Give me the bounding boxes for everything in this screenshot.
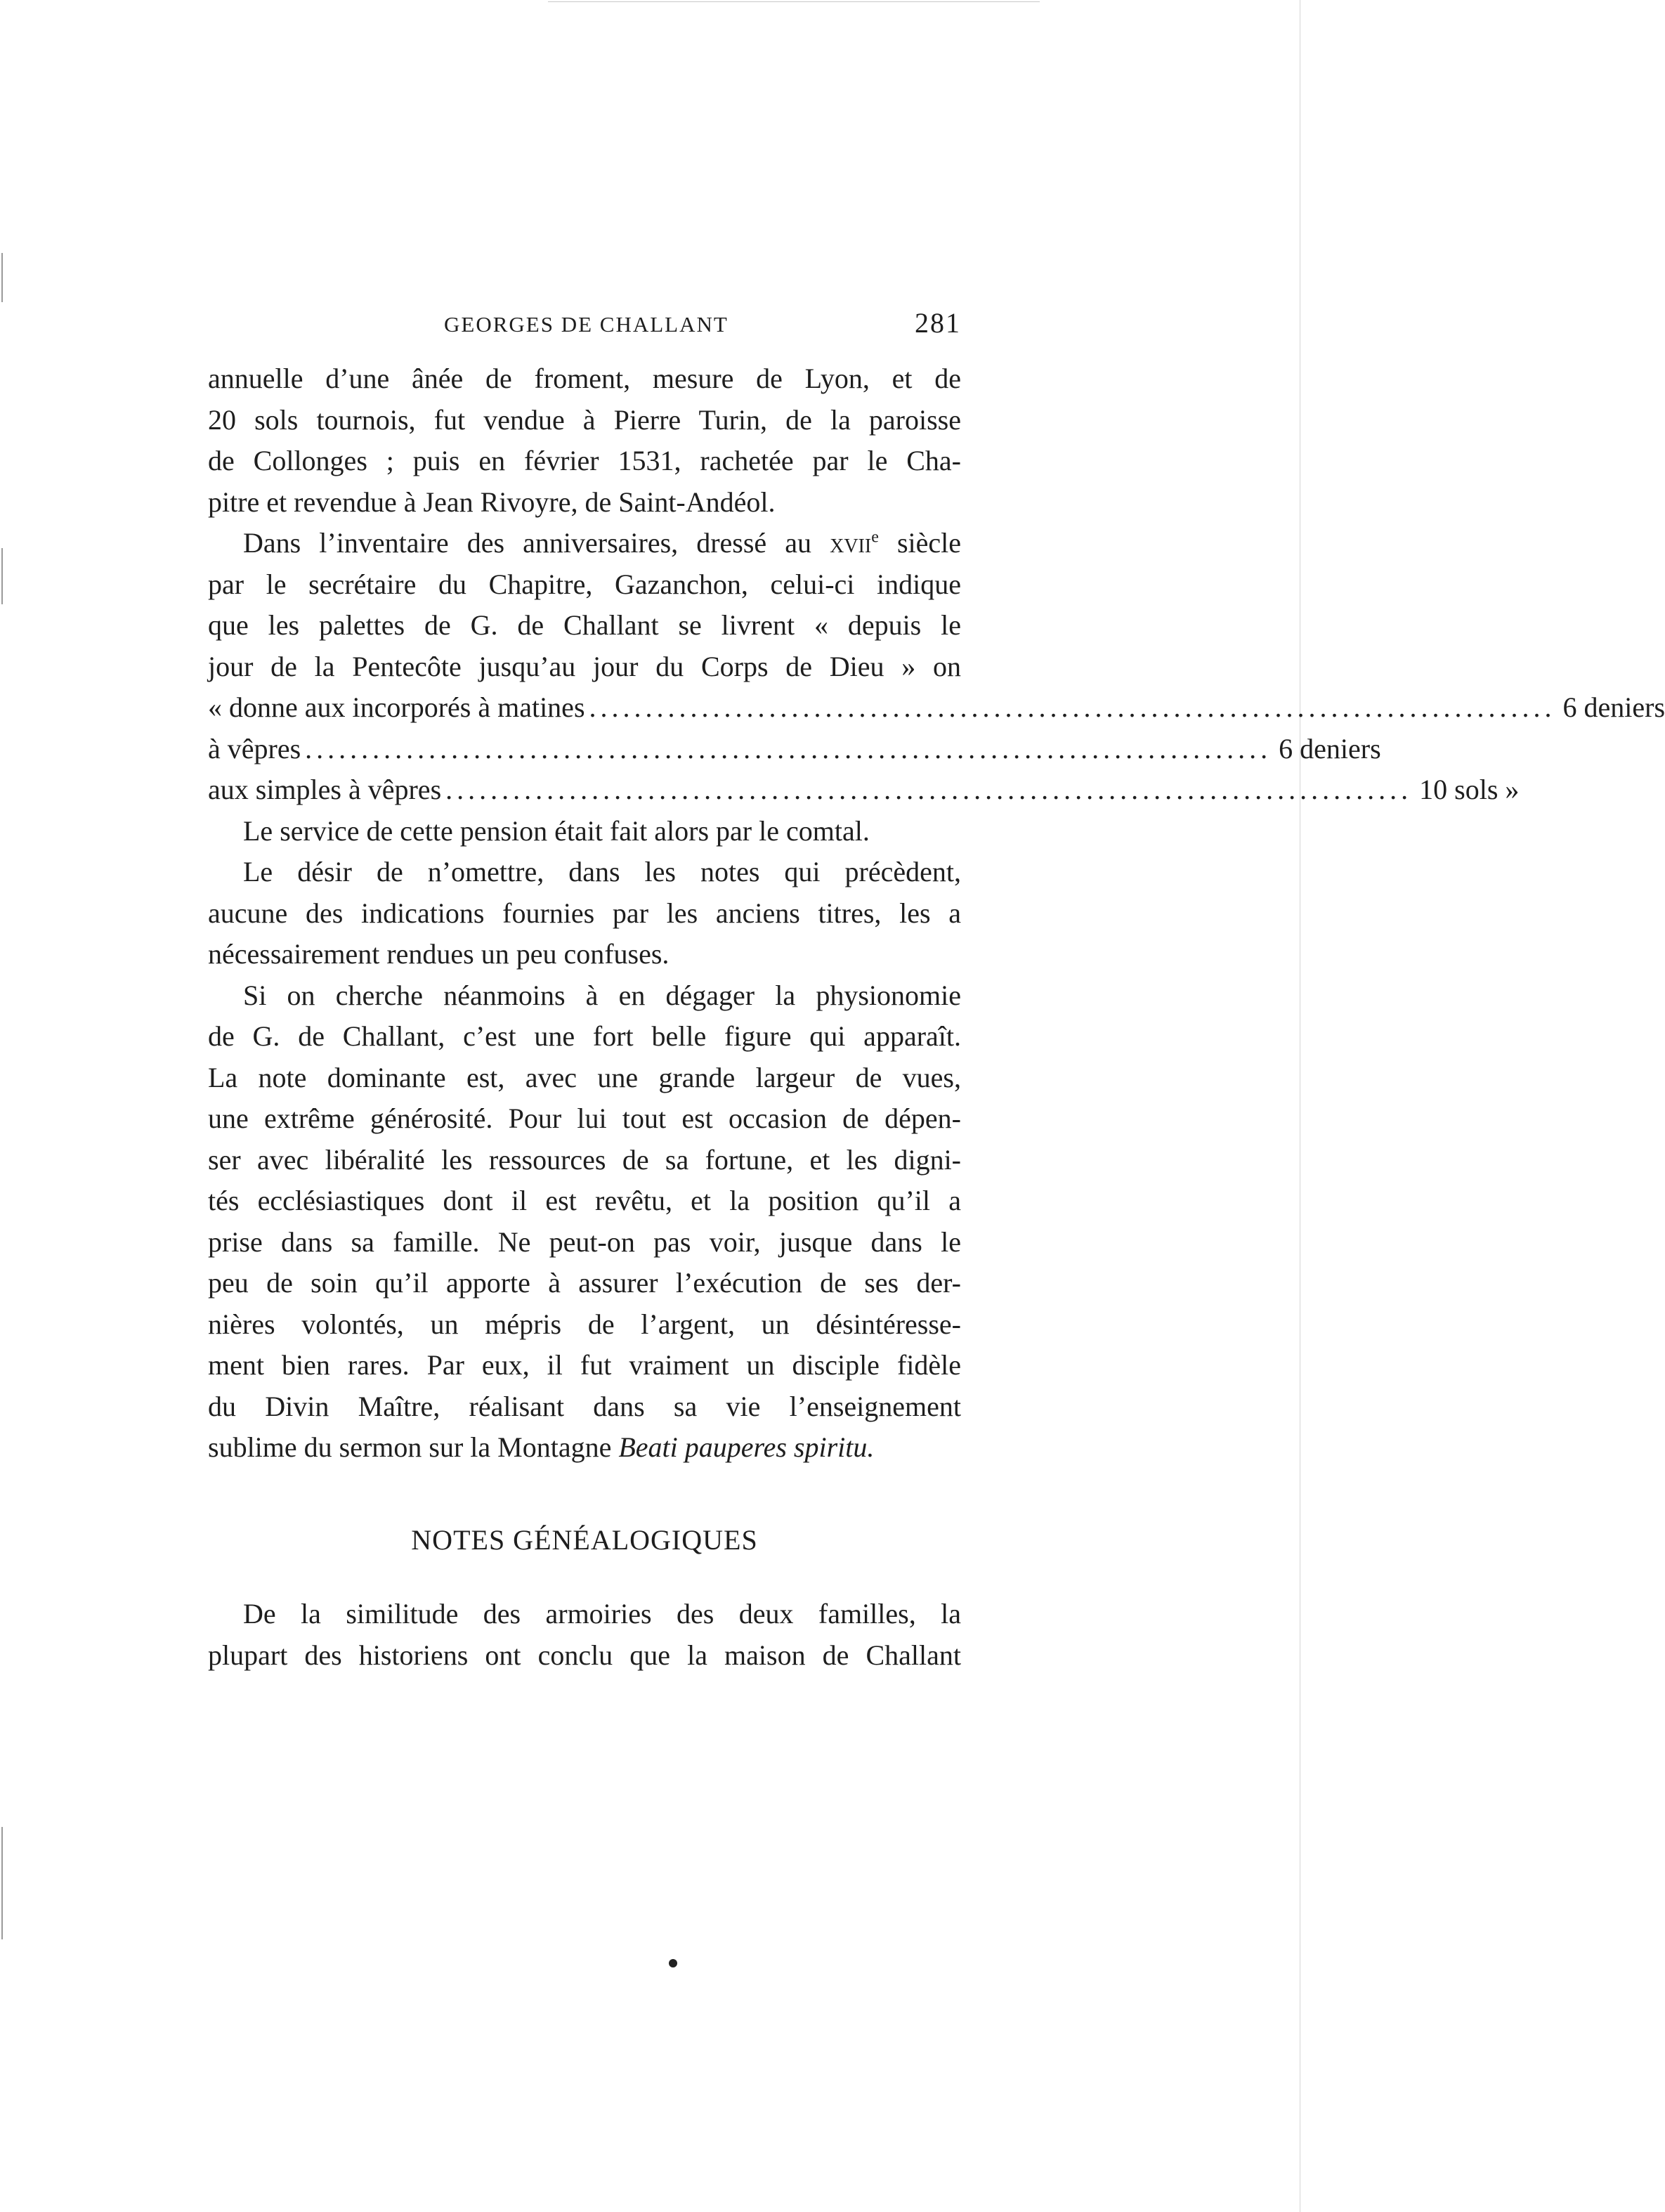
scan-edge-top	[548, 1, 1040, 2]
page-number: 281	[915, 307, 961, 339]
leader-row	[208, 729, 1381, 770]
text-line: nières volontés, un mépris de l’argent, un désintéresse-	[208, 1308, 961, 1340]
leader-label: aux simples à vêpres	[208, 774, 442, 805]
text-line: Si on cherche néanmoins à en dégager la physionomie	[243, 979, 961, 1011]
text-line: de Collonges ; puis en février 1531, rachetée par le Cha-	[208, 445, 961, 476]
leader-label: à vêpres	[208, 732, 301, 765]
text-line	[208, 523, 961, 564]
leader-row	[208, 687, 1665, 729]
printer-mark	[669, 1959, 677, 1967]
scan-edge-left	[1, 253, 3, 302]
text-line	[208, 1427, 961, 1469]
text-line: aucune des indications fournies par les anciens titres, les a	[208, 897, 961, 929]
section-body-text	[208, 1594, 961, 1676]
dot-leader: ......................................................................................	[445, 774, 1413, 805]
text-line: par le secrétaire du Chapitre, Gazanchon, celui-ci indique	[208, 568, 961, 600]
body-text	[208, 358, 1665, 1469]
text-line: du Divin Maître, réalisant dans sa vie l’enseignement	[208, 1390, 961, 1422]
text-line: nécessairement rendues un peu confuses.	[208, 938, 670, 970]
latin-quote: Beati pauperes spiritu.	[618, 1431, 875, 1463]
text-line: Le désir de n’omettre, dans les notes qui précèdent,	[243, 856, 961, 887]
text-line: plupart des historiens ont conclu que la maison de Challant	[208, 1639, 961, 1671]
text-line: jour de la Pentecôte jusqu’au jour du Corps de Dieu » on	[208, 650, 961, 682]
leader-row	[208, 769, 1520, 811]
dot-leader: ......................................................................................	[589, 691, 1556, 723]
text-line: annuelle d’une ânée de froment, mesure de Lyon, et de	[208, 363, 961, 394]
text-line: La note dominante est, avec une grande largeur de vues,	[208, 1061, 961, 1093]
page-header	[208, 306, 961, 349]
century-numeral: xvii	[830, 527, 872, 559]
superscript: e	[871, 528, 879, 547]
text-fragment: siècle	[896, 527, 962, 559]
text-line: que les palettes de G. de Challant se livrent « depuis le	[208, 609, 961, 641]
scan-edge-left-3	[1, 1827, 3, 1939]
text-fragment: Dans l’inventaire des anniversaires, dressé au	[243, 527, 812, 559]
running-title: GEORGES DE CHALLANT	[444, 312, 729, 337]
leader-value: 10 sols »	[1419, 774, 1520, 805]
text-line: peu de soin qu’il apporte à assurer l’exécution de ses der-	[208, 1267, 961, 1299]
text-line: de G. de Challant, c’est une fort belle figure qui apparaît.	[208, 1020, 961, 1052]
scan-edge-left-2	[1, 548, 3, 604]
leader-label: « donne aux incorporés à matines	[208, 691, 585, 723]
text-fragment: sublime du sermon sur la Montagne	[208, 1431, 612, 1463]
text-line: une extrême générosité. Pour lui tout est occasion de dépen-	[208, 1102, 961, 1134]
text-line: pitre et revendue à Jean Rivoyre, de Saint-Andéol.	[208, 486, 776, 518]
text-line: ment bien rares. Par eux, il fut vraiment un disciple fidèle	[208, 1349, 961, 1381]
text-line: ser avec libéralité les ressources de sa fortune, et les digni-	[208, 1143, 961, 1176]
section-heading: NOTES GÉNÉALOGIQUES	[411, 1524, 758, 1556]
text-line: 20 sols tournois, fut vendue à Pierre Turin, de la paroisse	[208, 403, 961, 436]
leader-value: 6 deniers	[1562, 691, 1665, 723]
text-line: prise dans sa famille. Ne peut-on pas voir, jusque dans le	[208, 1225, 961, 1258]
text-line: tés ecclésiastiques dont il est revêtu, et la position qu’il a	[208, 1185, 961, 1216]
dot-leader: ......................................................................................	[305, 732, 1272, 765]
text-line: Le service de cette pension était fait alors par le comtal.	[243, 814, 870, 847]
text-line: De la similitude des armoiries des deux familles, la	[243, 1598, 961, 1629]
leader-value: 6 deniers	[1279, 732, 1381, 765]
